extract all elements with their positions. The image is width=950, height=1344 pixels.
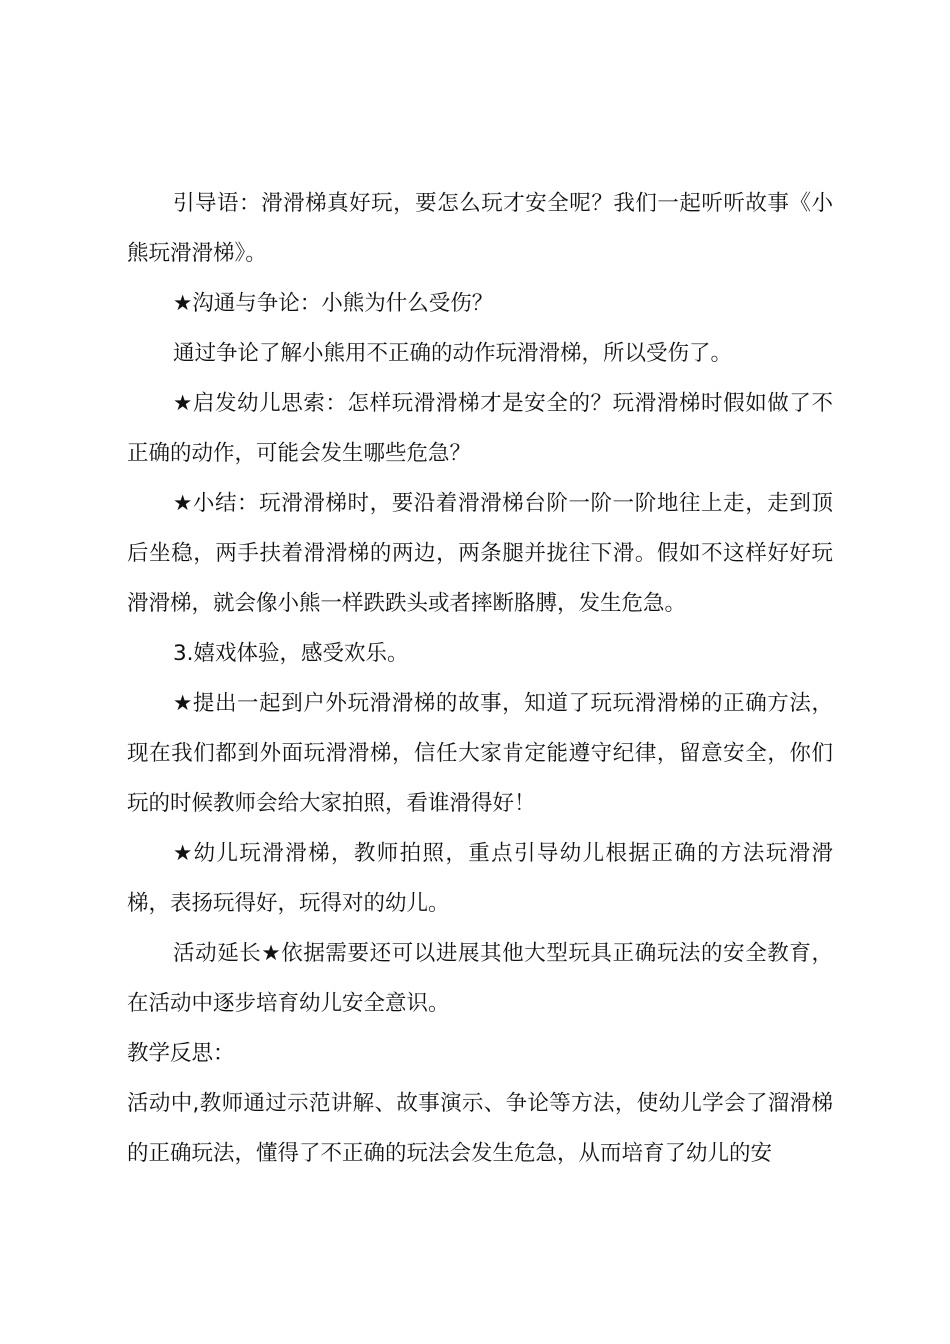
heading-reflection: 教学反思：	[127, 1041, 235, 1066]
paragraph-summary: ★小结：玩滑滑梯时，要沿着滑滑梯台阶一阶一阶地往上走，走到顶后坐稳，两手扶着滑滑梯的两边，两条腿并拢往下滑。假如不这样好好玩滑滑梯，就会像小熊一样跌跌头或者摔断胳膊，发生危急。	[127, 491, 833, 616]
paragraph-outdoor-play: ★提出一起到户外玩滑滑梯的故事，知道了玩玩滑滑梯的正确方法，现在我们都到外面玩滑滑梯，信任大家肯定能遵守纪律，留意安全，你们玩的时候教师会给大家拍照，看谁滑得好！	[127, 691, 833, 816]
document-body	[127, 179, 833, 1179]
paragraph-reflection: 活动中,教师通过示范讲解、故事演示、争论等方法，使幼儿学会了溜滑梯的正确玩法，懂得了不正确的玩法会发生危急，从而培育了幼儿的安	[127, 1091, 833, 1166]
paragraph-discussion: ★沟通与争论：小熊为什么受伤？	[173, 291, 494, 316]
paragraph-children-play: ★幼儿玩滑滑梯，教师拍照，重点引导幼儿根据正确的方法玩滑滑梯，表扬玩得好，玩得对的幼儿。	[127, 841, 833, 916]
paragraph-discussion-result: 通过争论了解小熊用不正确的动作玩滑滑梯，所以受伤了。	[173, 341, 733, 366]
paragraph-intro: 引导语：滑滑梯真好玩，要怎么玩才安全呢？我们一起听听故事《小熊玩滑滑梯》。	[127, 191, 833, 266]
paragraph-section-3: 3.嬉戏体验，感受欢乐。	[173, 641, 409, 666]
paragraph-inspire-thinking: ★启发幼儿思索：怎样玩滑滑梯才是安全的？玩滑滑梯时假如做了不正确的动作，可能会发生哪些危急？	[127, 391, 833, 466]
paragraph-extension: 活动延长★依据需要还可以进展其他大型玩具正确玩法的安全教育，在活动中逐步培育幼儿安全意识。	[127, 941, 833, 1016]
